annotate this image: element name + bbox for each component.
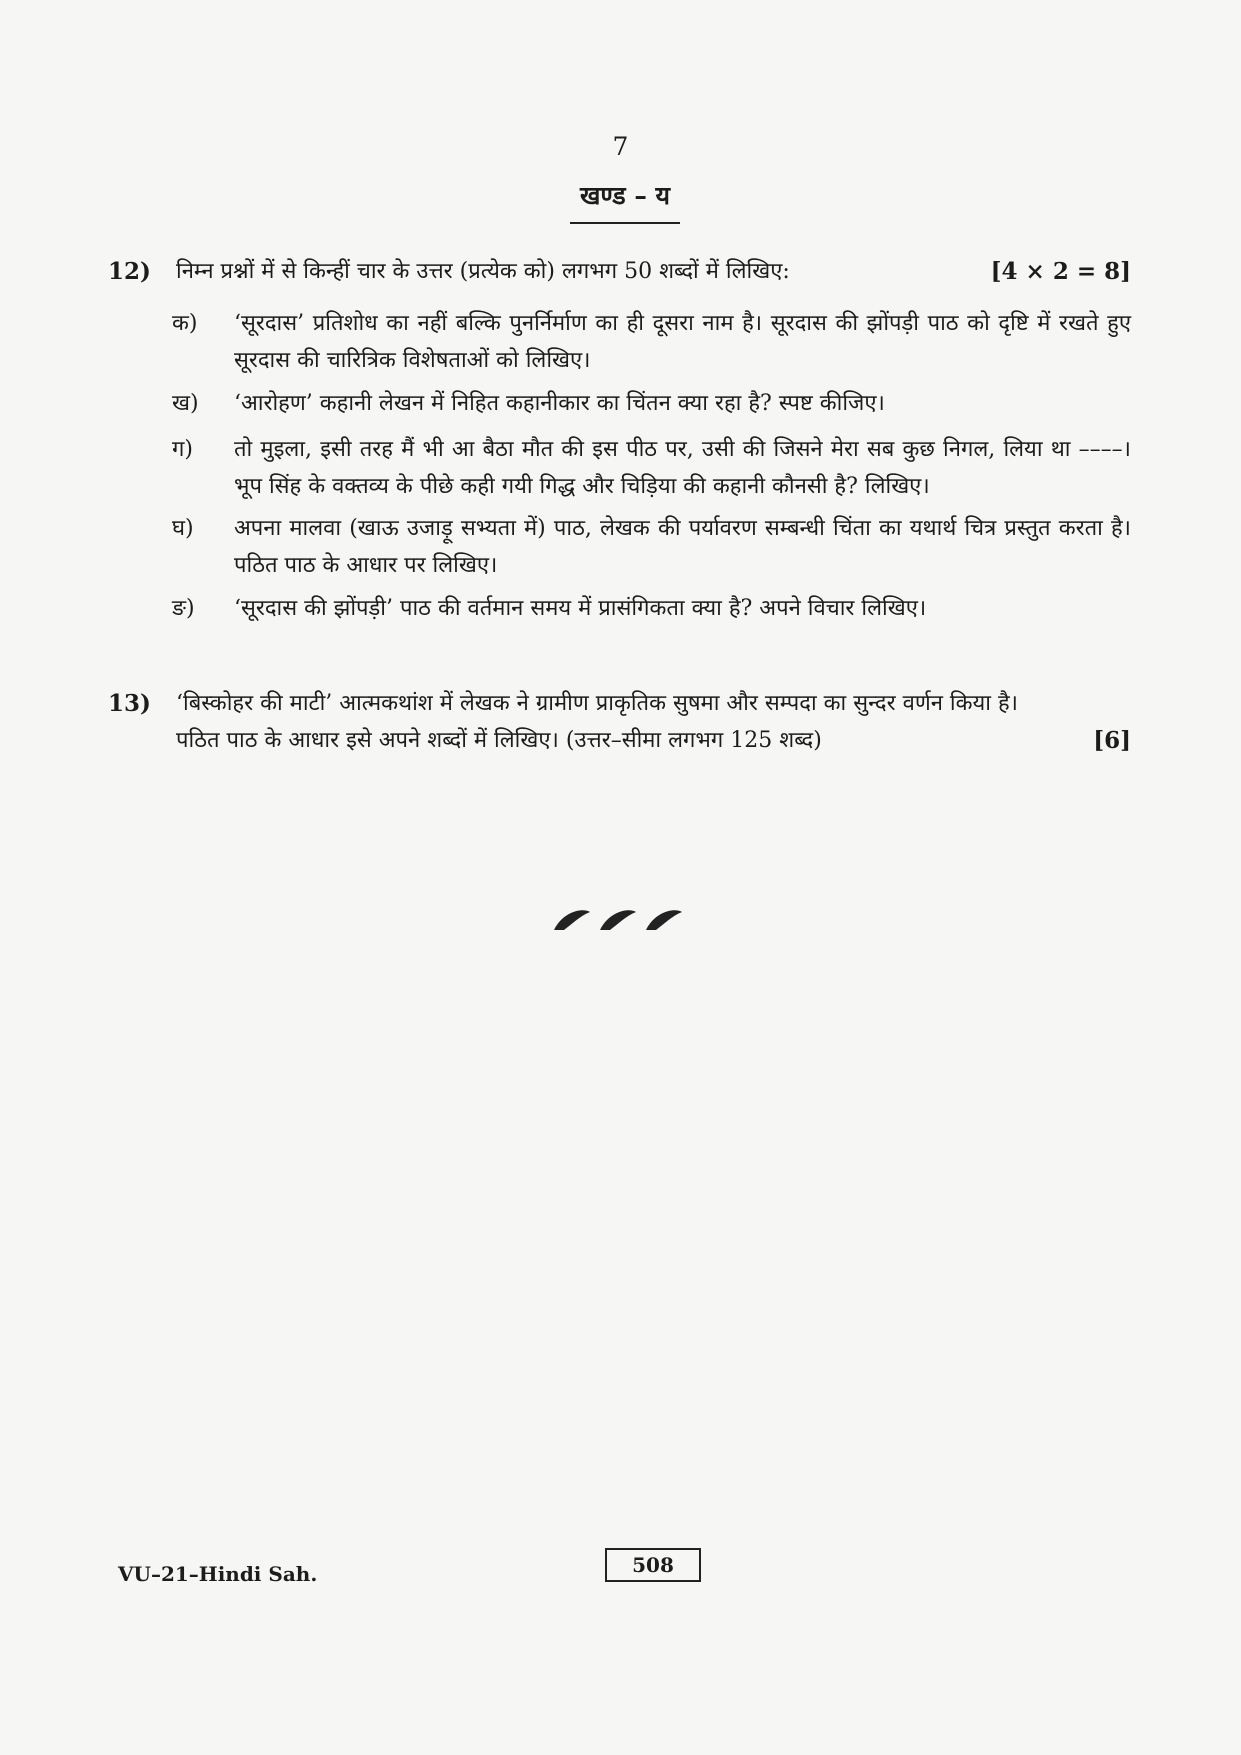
paper-number-box: 508 <box>605 1548 701 1582</box>
sub-question <box>172 431 1131 505</box>
question-text: निम्न प्रश्नों में से किन्हीं चार के उत्तर (प्रत्येक को) लगभग 50 शब्दों में लिखिए: <box>176 259 790 284</box>
sub-question-text: तो मुइला, इसी तरह मैं भी आ बैठा मौत की इस पीठ पर, उसी की जिसने मेरा सब कुछ निगल, लिया था ––––। भूप सिंह के वक्तव्य के पीछे कही गयी गिद्ध और चिड़िया की कहानी कौनसी है? लिखिए। <box>234 437 1131 499</box>
sub-question-text: ‘सूरदास की झोंपड़ी’ पाठ की वर्तमान समय में प्रासंगिकता क्या है? अपने विचार लिखिए। <box>234 596 927 621</box>
page-number: 7 <box>612 132 629 161</box>
sub-question-label: क) <box>172 311 198 336</box>
end-ornament-icon <box>550 900 690 940</box>
question-number: 12) <box>108 258 151 285</box>
sub-question-text: ‘सूरदास’ प्रतिशोध का नहीं बल्कि पुनर्निर्माण का ही दूसरा नाम है। सूरदास की झोंपड़ी पाठ को दृष्टि में रखते हुए सूरदास की चारित्रिक विशेषताओं को लिखिए। <box>234 311 1131 373</box>
sub-question-label: ग) <box>172 437 193 462</box>
section-title: खण्ड – य <box>570 178 680 224</box>
sub-question-label: घ) <box>172 516 194 541</box>
question-number: 13) <box>108 690 151 717</box>
question-12 <box>108 253 1131 290</box>
question-text: ‘बिस्कोहर की माटी’ आत्मकथांश में लेखक ने ग्रामीण प्राकृतिक सुषमा और सम्पदा का सुन्दर वर्णन किया है। पठित पाठ के आधार इसे अपने शब्दों में लिखिए। (उत्तर–सीमा लगभग 125 शब्द) <box>176 691 1019 753</box>
sub-question-text: ‘आरोहण’ कहानी लेखन में निहित कहानीकार का चिंतन क्या रहा है? स्पष्ट कीजिए। <box>234 391 885 416</box>
sub-question-label: ख) <box>172 391 199 416</box>
question-marks: [4 × 2 = 8] <box>990 258 1131 285</box>
question-marks: [6] <box>1093 727 1131 754</box>
sub-question <box>172 305 1131 379</box>
sub-question <box>172 590 1131 627</box>
sub-question <box>172 510 1131 584</box>
question-13 <box>108 685 1131 759</box>
sub-question-label: ङ) <box>172 596 195 621</box>
sub-question <box>172 385 1131 422</box>
paper-code: VU–21–Hindi Sah. <box>118 1562 318 1586</box>
sub-question-text: अपना मालवा (खाऊ उजाड़ू सभ्यता में) पाठ, लेखक की पर्यावरण सम्बन्धी चिंता का यथार्थ चित्र प्रस्तुत करता है। पठित पाठ के आधार पर लिखिए। <box>234 516 1131 578</box>
